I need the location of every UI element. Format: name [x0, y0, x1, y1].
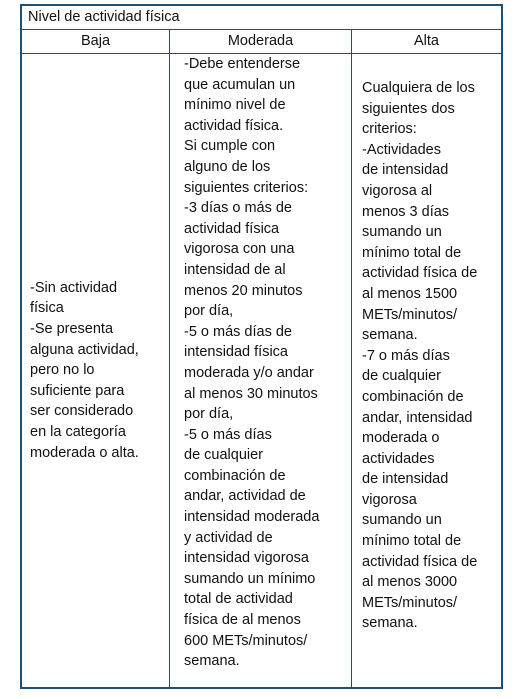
header-baja: Baja — [22, 30, 170, 53]
cell-moderada: -Debe entenderse que acumulan un mínimo nivel de actividad física. Si cumple con alguno de los siguientes criterios: -3 días o más de actividad física vigorosa con una intensidad de al menos 20 minutos por día, -5 o más días de intensidad física moderada y/o andar al menos 30 minutos por día, -5 o más días de cualquier combinación de andar, actividad de intensidad moderada y actividad de intensidad vigorosa sumando un mínimo total de actividad física de al menos 600 METs/minutos/ semana. — [170, 54, 352, 687]
cell-baja-text: -Sin actividad física -Se presenta alguna actividad, pero no lo suficiente para ser considerado en la categoría moderada o alta. — [30, 279, 139, 461]
table-header-row — [22, 30, 501, 54]
table-body-row — [22, 54, 501, 687]
header-alta: Alta — [414, 33, 439, 49]
table-title: Nivel de actividad física — [22, 6, 501, 30]
cell-baja — [22, 54, 170, 687]
cell-alta: Cualquiera de los siguientes dos criterios: -Actividades de intensidad vigorosa al menos 3 días sumando un mínimo total de actividad física de al menos 1500 METs/minutos/ semana. -7 o más días de cualquier combinación de andar, intensidad moderada o actividades de intensidad vigorosa sumando un mínimo total de actividad física de al menos 3000 METs/minutos/ semana. — [362, 80, 478, 632]
activity-level-table — [20, 4, 503, 689]
header-moderada: Moderada — [170, 30, 352, 53]
